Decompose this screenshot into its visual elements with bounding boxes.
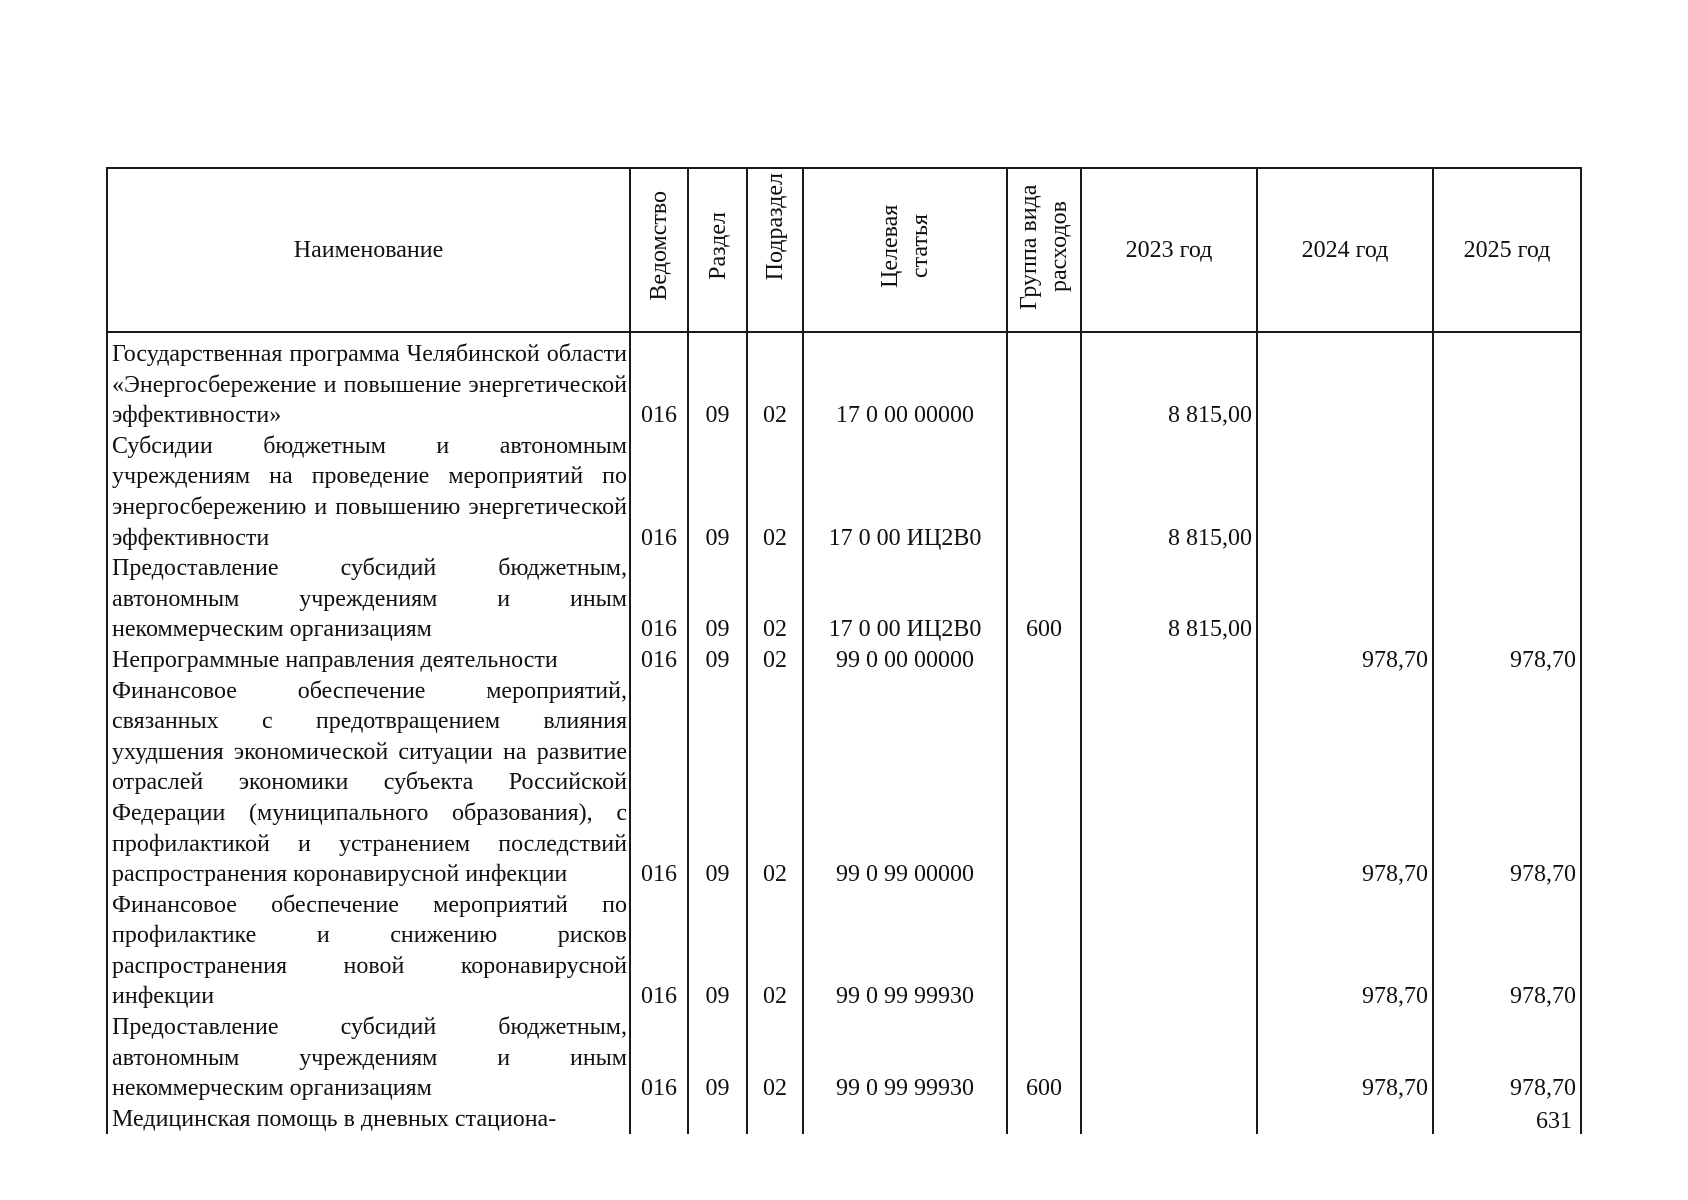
row-target: 17 0 00 ИЦ2В0 [803, 553, 1007, 645]
row-expense-group: 600 [1007, 553, 1081, 645]
row-department: 016 [630, 890, 688, 1012]
row-2025 [1433, 431, 1581, 553]
row-name: Предоставление субсидий бюджетным, автономным учреждениям и иным некоммерческим организациям [107, 553, 630, 645]
row-2024: 978,70 [1257, 1012, 1433, 1104]
row-section: 09 [688, 890, 747, 1012]
header-2024: 2024 год [1257, 168, 1433, 332]
row-section: 09 [688, 676, 747, 890]
table-row [107, 676, 1581, 890]
row-2024 [1257, 553, 1433, 645]
header-subsection: Подраздел [747, 168, 803, 332]
row-expense-group [1007, 645, 1081, 676]
table-row [107, 645, 1581, 676]
header-2025: 2025 год [1433, 168, 1581, 332]
row-name: Финансовое обеспечение мероприятий по профилактике и снижению рисков распространения новой коронавирусной инфекции [107, 890, 630, 1012]
row-expense-group [1007, 676, 1081, 890]
row-section: 09 [688, 339, 747, 431]
header-department: Ведомство [630, 168, 688, 332]
row-2024 [1257, 1104, 1433, 1135]
row-2024 [1257, 431, 1433, 553]
row-target: 99 0 99 99930 [803, 1012, 1007, 1104]
row-department: 016 [630, 339, 688, 431]
row-department: 016 [630, 553, 688, 645]
table-row [107, 1104, 1581, 1135]
row-2023 [1081, 676, 1257, 890]
row-name: Финансовое обеспечение мероприятий, связанных с предотвращением влияния ухудшения экономической ситуации на развитие отраслей экономики субъекта Российской Федерации (муниципального образования), с профилактикой и устранением последствий распространения коронавирусной инфекции [107, 676, 630, 890]
row-2023: 8 815,00 [1081, 339, 1257, 431]
row-section: 09 [688, 645, 747, 676]
row-target: 17 0 00 00000 [803, 339, 1007, 431]
table-row [107, 431, 1581, 553]
row-department: 016 [630, 1012, 688, 1104]
row-name: Предоставление субсидий бюджетным, автономным учреждениям и иным некоммерческим организациям [107, 1012, 630, 1104]
row-2023 [1081, 1104, 1257, 1135]
row-subsection [747, 1104, 803, 1135]
row-section: 09 [688, 431, 747, 553]
spacer-row [107, 332, 1581, 339]
budget-table [106, 167, 1582, 1134]
page-number: 631 [1536, 1108, 1572, 1134]
row-target: 17 0 00 ИЦ2В0 [803, 431, 1007, 553]
table-body [107, 332, 1581, 1134]
row-subsection: 02 [747, 645, 803, 676]
row-subsection: 02 [747, 339, 803, 431]
row-expense-group [1007, 1104, 1081, 1135]
row-target: 99 0 00 00000 [803, 645, 1007, 676]
table-row [107, 553, 1581, 645]
row-section: 09 [688, 553, 747, 645]
row-name: Медицинская помощь в дневных стациона- [107, 1104, 630, 1135]
row-2023 [1081, 645, 1257, 676]
header-name: Наименование [107, 168, 630, 332]
table-row [107, 339, 1581, 431]
row-subsection: 02 [747, 1012, 803, 1104]
table-row [107, 1012, 1581, 1104]
row-2023 [1081, 1012, 1257, 1104]
row-name: Государственная программа Челябинской области «Энергосбережение и повышение энергетической эффективности» [107, 339, 630, 431]
row-expense-group [1007, 339, 1081, 431]
row-2023 [1081, 890, 1257, 1012]
row-2025 [1433, 339, 1581, 431]
row-2023: 8 815,00 [1081, 431, 1257, 553]
row-department [630, 1104, 688, 1135]
row-expense-group [1007, 890, 1081, 1012]
header-2023: 2023 год [1081, 168, 1257, 332]
row-2024: 978,70 [1257, 676, 1433, 890]
row-target [803, 1104, 1007, 1135]
row-department: 016 [630, 645, 688, 676]
row-subsection: 02 [747, 890, 803, 1012]
row-2025 [1433, 553, 1581, 645]
table-row [107, 890, 1581, 1012]
row-2025: 978,70 [1433, 1012, 1581, 1104]
row-name: Непрограммные направления деятельности [107, 645, 630, 676]
row-subsection: 02 [747, 553, 803, 645]
row-target: 99 0 99 99930 [803, 890, 1007, 1012]
row-2024: 978,70 [1257, 890, 1433, 1012]
row-2023: 8 815,00 [1081, 553, 1257, 645]
row-2025: 978,70 [1433, 890, 1581, 1012]
header-target: Целевая статья [803, 168, 1007, 332]
row-expense-group [1007, 431, 1081, 553]
header-section: Раздел [688, 168, 747, 332]
table-header-row [107, 168, 1581, 332]
row-expense-group: 600 [1007, 1012, 1081, 1104]
row-2024 [1257, 339, 1433, 431]
row-section: 09 [688, 1012, 747, 1104]
header-expense-group: Группа вида расходов [1007, 168, 1081, 332]
row-2025: 978,70 [1433, 676, 1581, 890]
row-2025: 978,70 [1433, 645, 1581, 676]
row-2024: 978,70 [1257, 645, 1433, 676]
row-department: 016 [630, 676, 688, 890]
row-subsection: 02 [747, 676, 803, 890]
row-subsection: 02 [747, 431, 803, 553]
row-section [688, 1104, 747, 1135]
row-name: Субсидии бюджетным и автономным учреждениям на проведение мероприятий по энергосбережению и повышению энергетической эффективности [107, 431, 630, 553]
row-target: 99 0 99 00000 [803, 676, 1007, 890]
row-department: 016 [630, 431, 688, 553]
